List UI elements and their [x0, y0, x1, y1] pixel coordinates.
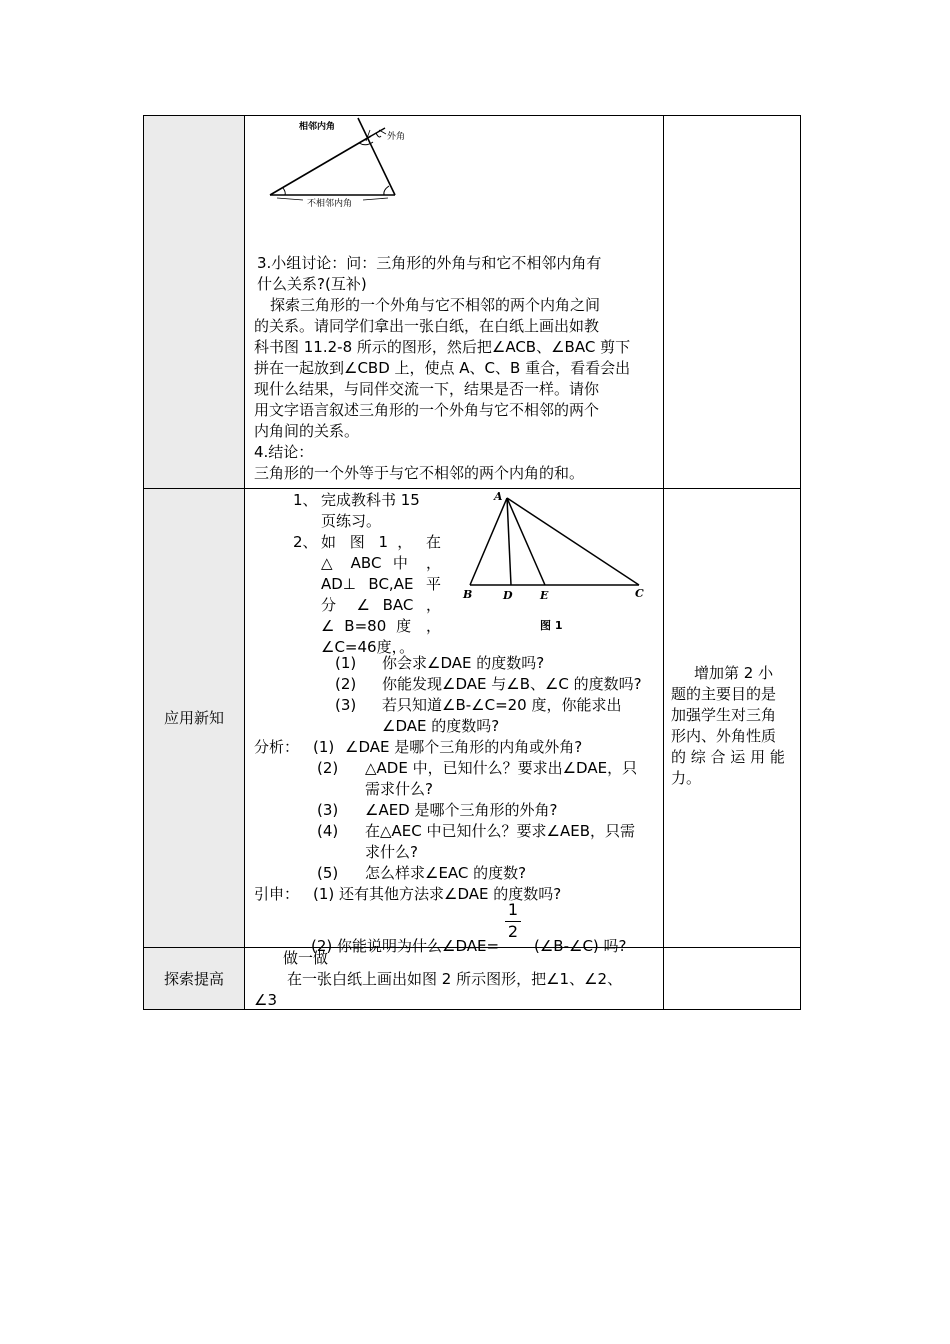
label-adjacent-interior: 相邻内角 [299, 122, 336, 132]
label-non-adjacent-interior: 不相邻内角 [307, 199, 353, 209]
question-3-text: 若只知道∠B-∠C=20 度，你能求出 [382, 695, 622, 714]
do-it-line-1: 在一张白纸上画出如图 2 所示图形，把∠1、∠2、 [287, 969, 623, 988]
task1-line-a: 完成教科书 15 [321, 490, 420, 509]
angle-b-arc [283, 188, 285, 195]
explore-line-3: 科书图 11.2-8 所示的图形，然后把∠ACB、∠BAC 剪下 [254, 338, 631, 356]
conclusion-text: 三角形的一个外等于与它不相邻的两个内角的和。 [254, 464, 585, 482]
task2-line-1: 如 图 1 ， 在 [321, 532, 441, 551]
do-it-title: 做一做 [283, 948, 329, 967]
extend-1: (1) 还有其他方法求∠DAE 的度数吗? [313, 884, 562, 903]
note-line-3: 加强学生对三角 [671, 705, 777, 724]
label-exterior: 外角 [387, 132, 406, 142]
note-cell-explore [664, 947, 801, 1009]
note-cell-apply [664, 488, 801, 947]
question-2-num: (2) [335, 674, 357, 693]
analysis-2-text: △ADE 中，已知什么？要求出∠DAE，只 [365, 758, 638, 777]
point-e-label: E [540, 588, 549, 602]
note-cell-empty [664, 116, 801, 489]
analysis-4-text-cont: 求什么? [365, 842, 418, 861]
content-cell-exterior-angle [245, 116, 664, 489]
extend-2-prefix: (2) 你能说明为什么∠DAE= [311, 936, 500, 955]
point-b-label: B [463, 587, 473, 601]
left-side [270, 136, 371, 195]
extend-2-suffix: (∠B-∠C) 吗? [534, 936, 627, 955]
content-cell-explore [245, 947, 664, 1009]
analysis-3-num: (3) [317, 800, 339, 819]
task1-num: 1、 [293, 490, 318, 509]
task2-line-4: 分 ∠ BAC ， [321, 595, 441, 614]
exterior-angle-figure [263, 116, 423, 214]
note-line-1: 增加第 2 小 [694, 663, 774, 682]
explore-line-4: 拼在一起放到∠CBD 上，使点 A、C、B 重合，看看会出 [254, 359, 631, 377]
figure-1-triangle [455, 489, 655, 634]
extend-label: 引申： [254, 884, 300, 903]
explore-line-2: 的关系。请同学们拿出一张白纸，在白纸上画出如教 [254, 317, 600, 335]
right-side [358, 118, 395, 195]
analysis-5-text: 怎么样求∠EAC 的度数? [365, 863, 527, 882]
task2-text [321, 532, 441, 658]
task2-line-3: AD⊥ BC,AE 平 [321, 574, 441, 593]
question-2-text: 你能发现∠DAE 与∠B、∠C 的度数吗? [382, 674, 642, 693]
task2-num: 2、 [293, 532, 318, 551]
stage-cell-empty [144, 116, 245, 489]
note-line-5: 的 综 合 运 用 能 [671, 747, 785, 766]
segment-ad [507, 498, 511, 585]
question-3-num: (3) [335, 695, 357, 714]
explore-line-6: 用文字语言叙述三角形的一个外角与它不相邻的两个 [254, 401, 600, 419]
point-a-label: A [494, 489, 503, 503]
note-line-6: 力。 [671, 768, 702, 787]
analysis-1-text: ∠DAE 是哪个三角形的内角或外角? [345, 737, 583, 756]
pointer-left [277, 198, 303, 200]
point-d-label: D [503, 588, 513, 602]
lesson-table [143, 115, 801, 1010]
fraction-numerator: 1 [507, 899, 519, 919]
analysis-1-num: (1) [313, 737, 335, 756]
analysis-2-text-cont: 需求什么? [365, 779, 433, 798]
question-1-text: 你会求∠DAE 的度数吗? [382, 653, 545, 672]
explore-paragraph [254, 295, 658, 484]
analysis-label: 分析： [254, 737, 300, 756]
analysis-5-num: (5) [317, 863, 339, 882]
task2-line-2: △ ABC 中 ， [321, 553, 441, 572]
group-discussion [257, 253, 657, 295]
fraction-half [503, 900, 523, 942]
question-3-text-cont: ∠DAE 的度数吗? [382, 716, 500, 735]
stage-cell-explore [144, 947, 245, 1009]
explore-line-5: 现什么结果，与同伴交流一下，结果是否一样。请你 [254, 380, 600, 398]
question-1-num: (1) [335, 653, 357, 672]
angle-c-arc [384, 186, 389, 195]
do-it-line-2: ∠3 [254, 990, 277, 1009]
explore-line-1: 探索三角形的一个外角与它不相邻的两个内角之间 [270, 296, 601, 314]
task1-line-b: 页练习。 [321, 511, 382, 530]
task2-line-5: ∠ B=80 度 ， [321, 616, 441, 635]
note-line-2: 题的主要目的是 [671, 684, 777, 703]
note-line-4: 形内、外角性质 [671, 726, 777, 745]
task2-line-6: ∠C=46度，。 [321, 637, 415, 656]
item3-line1: 3.小组讨论：问：三角形的外角与和它不相邻内角有 [257, 254, 602, 272]
fraction-denominator: 2 [507, 921, 519, 941]
analysis-4-num: (4) [317, 821, 339, 840]
exterior-angle-arc [376, 133, 381, 137]
segment-ab [470, 498, 507, 585]
explore-line-7: 内角间的关系。 [254, 422, 360, 440]
item3-line2: 什么关系?(互补) [257, 275, 367, 293]
teacher-note [671, 663, 792, 789]
pointer-exterior [379, 130, 386, 134]
point-c-label: C [635, 586, 644, 600]
analysis-3-text: ∠AED 是哪个三角形的外角? [365, 800, 558, 819]
conclusion-title: 4.结论： [254, 443, 314, 461]
content-cell-apply [245, 488, 664, 955]
stage-cell-apply [144, 488, 245, 947]
figure-1-caption: 图 1 [540, 618, 563, 632]
stage-label-apply: 应用新知 [163, 709, 224, 728]
analysis-2-num: (2) [317, 758, 339, 777]
stage-label-explore: 探索提高 [163, 969, 224, 988]
analysis-4-text: 在△AEC 中已知什么？要求∠AEB，只需 [365, 821, 635, 840]
pointer-right [363, 198, 388, 200]
